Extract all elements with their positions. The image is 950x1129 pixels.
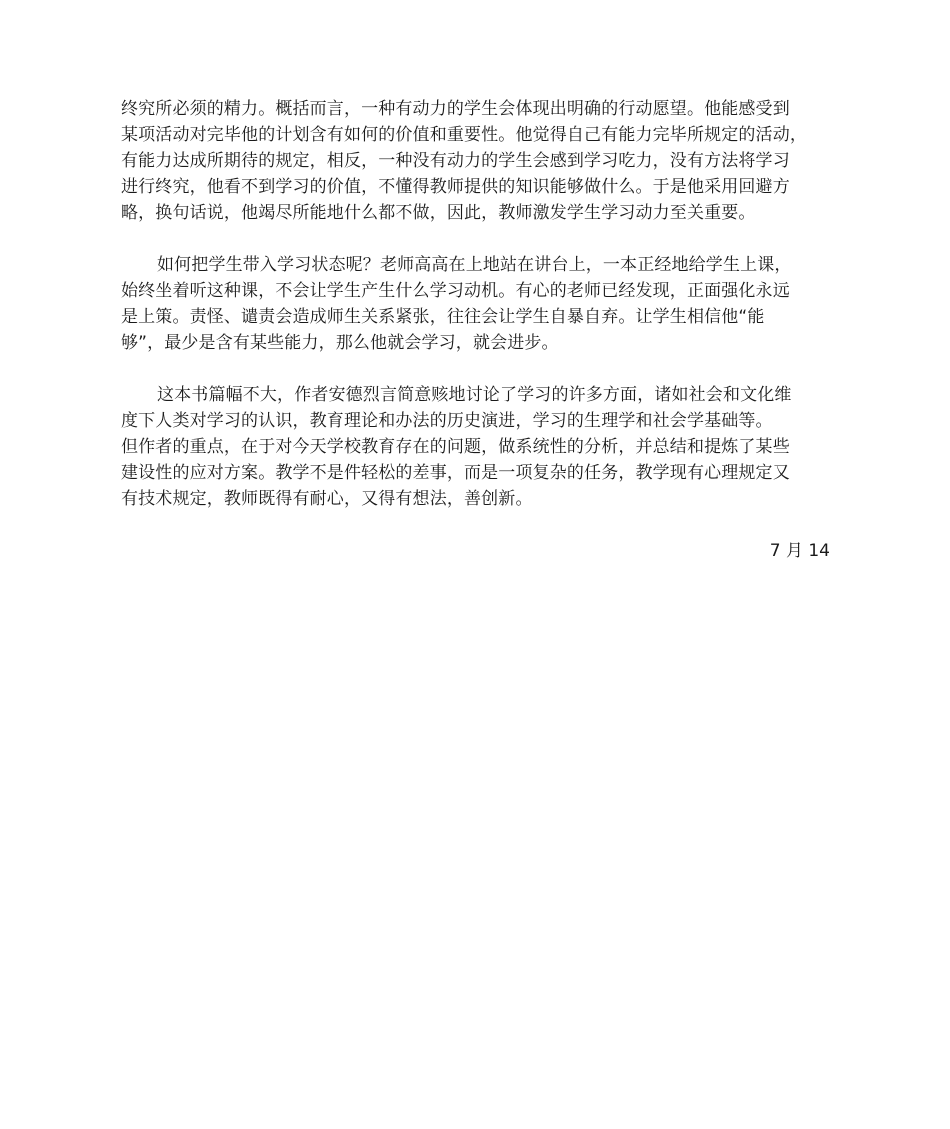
text-line: 某项活动对完毕他的计划含有如何的价值和重要性。他觉得自己有能力完毕所规定的活动， (121, 125, 807, 145)
text-line: 是上策。责怪、谴责会造成师生关系紧张，往往会让学生自暴自弃。让学生相信他“能 (121, 307, 765, 327)
text-line: 如何把学生带入学习状态呢？老师高高在上地站在讲台上，一本正经地给学生上课， (157, 255, 792, 275)
document-date: 7 月 14 (769, 541, 830, 561)
text-line: 进行终究，他看不到学习的价值，不懂得教师提供的知识能够做什么。于是他采用回避方 (121, 177, 790, 197)
text-line: 始终坐着听这种课，不会让学生产生什么学习动机。有心的老师已经发现，正面强化永远 (121, 281, 790, 301)
text-line: 但作者的重点，在于对今天学校教育存在的问题，做系统性的分析，并总结和提炼了某些 (121, 437, 790, 457)
text-line: 这本书篇幅不大，作者安德烈言简意赅地讨论了学习的许多方面，诸如社会和文化维 (157, 385, 792, 405)
text-line: 终究所必须的精力。概括而言，一种有动力的学生会体现出明确的行动愿望。他能感受到 (121, 99, 790, 119)
paragraph-3 (121, 382, 833, 512)
text-line: 够”，最少是含有某些能力，那么他就会学习，就会进步。 (121, 333, 559, 353)
text-line: 建设性的应对方案。教学不是件轻松的差事，而是一项复杂的任务，教学现有心理规定又 (121, 463, 790, 483)
document-page (121, 96, 833, 564)
paragraph-1 (121, 96, 833, 226)
text-line: 有技术规定，教师既得有耐心，又得有想法，善创新。 (121, 489, 533, 509)
text-line: 略，换句话说，他竭尽所能地什么都不做，因此，教师激发学生学习动力至关重要。 (121, 203, 756, 223)
text-line: 度下人类对学习的认识，教育理论和办法的历史演进，学习的生理学和社会学基础等。 (121, 411, 773, 431)
paragraph-2 (121, 252, 833, 356)
text-line: 有能力达成所期待的规定，相反，一种没有动力的学生会感到学习吃力，没有方法将学习 (121, 151, 790, 171)
